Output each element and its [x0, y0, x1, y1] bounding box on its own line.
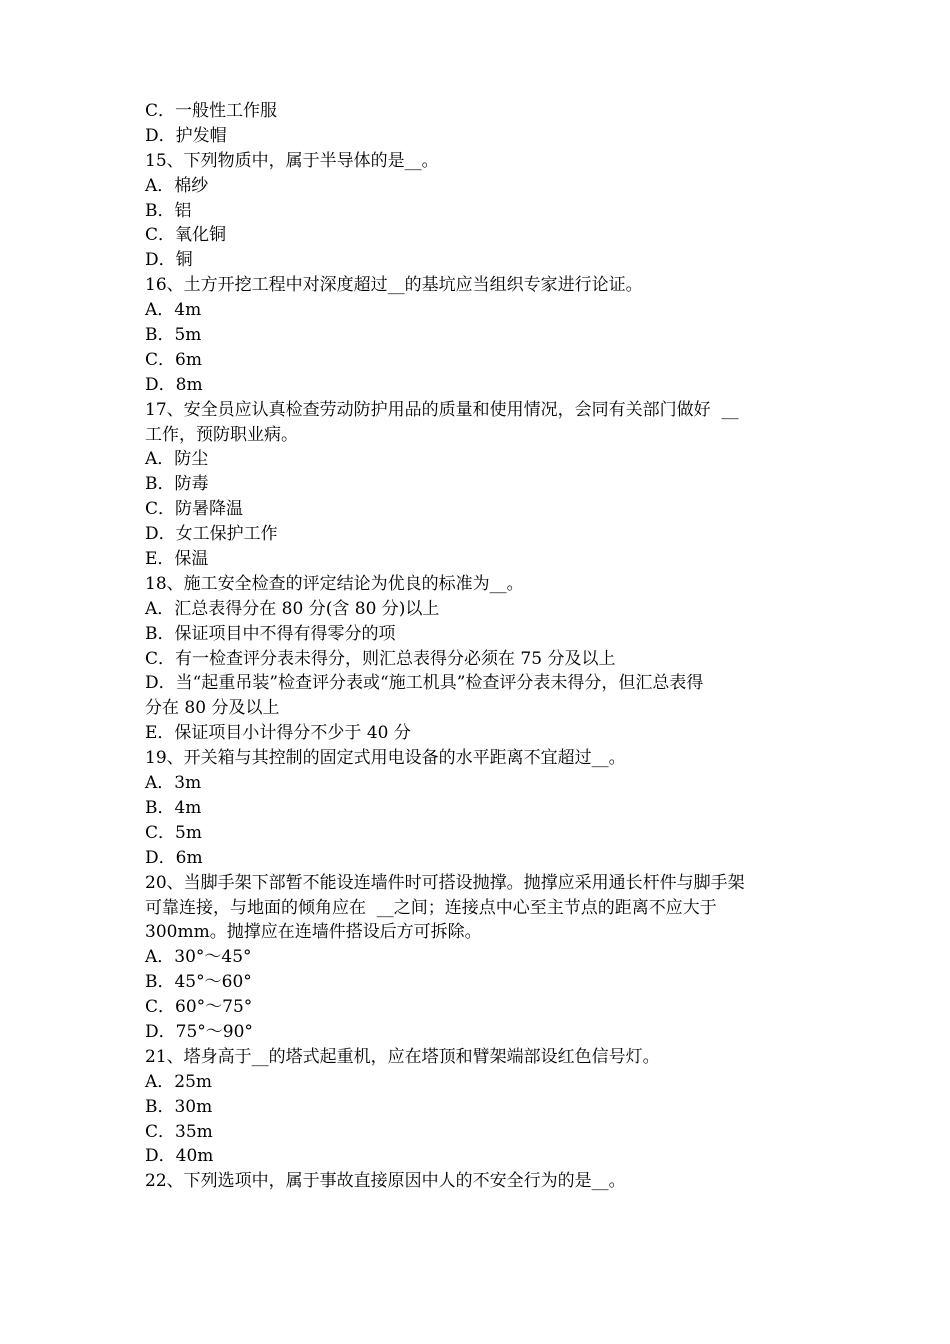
option-line: D．女工保护工作 — [145, 524, 278, 545]
option-line: B．5m — [145, 325, 202, 346]
option-line: C．5m — [145, 822, 202, 843]
question-15: 15、下列物质中，属于半导体的是__。 — [145, 150, 439, 171]
question-20: 20、当脚手架下部暂不能设连墙件时可搭设抛撑。抛撑应采用通长杆件与脚手架 — [145, 872, 745, 893]
option-line: D．8m — [145, 374, 203, 395]
option-line: C．防暑降温 — [145, 499, 244, 520]
option-line: D．铜 — [145, 250, 193, 271]
option-line: E．保温 — [145, 549, 209, 570]
option-line: C．有一检查评分表未得分，则汇总表得分必须在 75 分及以上 — [145, 648, 616, 669]
option-line: D．6m — [145, 847, 203, 868]
option-line: A．30°～45° — [145, 947, 252, 968]
question-18: 18、施工安全检查的评定结论为优良的标准为__。 — [145, 573, 524, 594]
option-line: D．40m — [145, 1146, 214, 1167]
option-line: A．汇总表得分在 80 分(含 80 分)以上 — [145, 598, 440, 619]
text-line: C．一般性工作服 — [145, 101, 278, 121]
option-line: B．防毒 — [145, 474, 209, 495]
question-20-continued: 可靠连接，与地面的倾角应在 __之间；连接点中心至主节点的距离不应大于 — [145, 897, 717, 918]
option-line: E．保证项目小计得分不少于 40 分 — [145, 723, 411, 744]
question-21: 21、塔身高于__的塔式起重机，应在塔顶和臂架端部设红色信号灯。 — [145, 1046, 660, 1067]
option-line: D．75°～90° — [145, 1021, 253, 1042]
question-20-continued: 300mm。抛撑应在连墙件搭设后方可拆除。 — [145, 922, 482, 943]
text-line: D．护发帽 — [145, 125, 227, 146]
option-line: C．60°～75° — [145, 997, 253, 1018]
option-line: B．45°～60° — [145, 972, 252, 993]
option-line: C．35m — [145, 1121, 213, 1142]
question-19: 19、开关箱与其控制的固定式用电设备的水平距离不宜超过__。 — [145, 748, 626, 769]
question-17: 17、安全员应认真检查劳动防护用品的质量和使用情况，会同有关部门做好 __ — [145, 399, 739, 420]
option-line: C．6m — [145, 349, 202, 370]
option-line: A．4m — [145, 300, 202, 321]
option-line: A．防尘 — [145, 449, 209, 470]
option-line: A．棉纱 — [145, 175, 209, 196]
option-line-continued: 分在 80 分及以上 — [145, 698, 280, 719]
option-line: B．铝 — [145, 200, 192, 221]
option-line: A．3m — [145, 773, 202, 794]
option-line: B．4m — [145, 797, 202, 818]
question-17-continued: 工作，预防职业病。 — [145, 424, 298, 445]
document-body — [145, 99, 815, 1194]
option-line: B．保证项目中不得有得零分的项 — [145, 623, 396, 644]
question-16: 16、土方开挖工程中对深度超过__的基坑应当组织专家进行论证。 — [145, 275, 643, 296]
question-22: 22、下列选项中，属于事故直接原因中人的不安全行为的是__。 — [145, 1171, 626, 1192]
option-line: C．氧化铜 — [145, 225, 227, 246]
option-line: D．当“起重吊装”检查评分表或“施工机具”检查评分表未得分，但汇总表得 — [145, 673, 704, 694]
option-line: A．25m — [145, 1071, 213, 1092]
option-line: B．30m — [145, 1096, 213, 1117]
